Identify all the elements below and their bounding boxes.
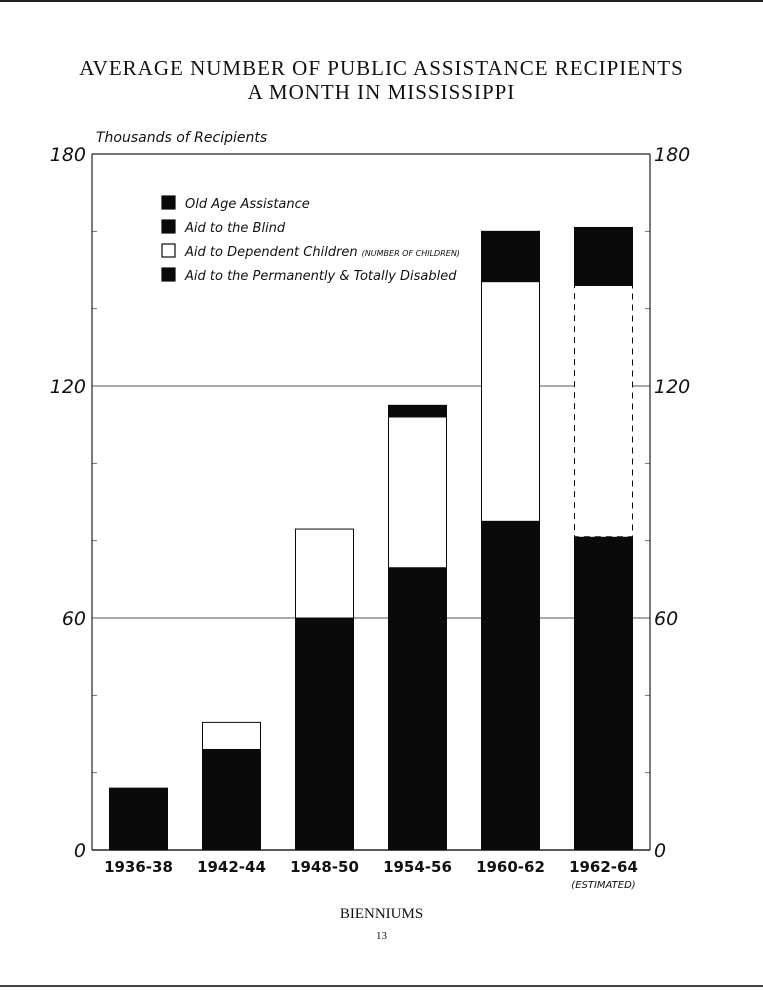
bar-segment [110,788,168,850]
bar-segment [575,537,633,850]
y-tick-label-right: 120 [654,376,691,398]
chart-title-line-2: A MONTH IN MISSISSIPPI [247,80,516,104]
legend-swatch [162,220,175,233]
gridlines [92,231,650,772]
bar-segment [482,231,540,281]
bar-segment [389,417,447,568]
x-tick-label: 1962-64 [569,858,638,876]
x-tick-label: 1948-50 [290,858,359,876]
bar-segment [482,282,540,522]
x-tick-label: 1954-56 [383,858,452,876]
bar-segment [296,529,354,618]
legend-label: Aid to the Blind [185,221,286,236]
y-tick-label-left: 0 [73,840,86,862]
x-axis-label: BIENNIUMS [339,906,424,922]
bar-segment [203,722,261,749]
bar-segment [203,749,261,850]
legend-note: (NUMBER OF CHILDREN) [361,249,460,258]
y-tick-label-left: 180 [49,144,86,166]
y-axis-unit-label: Thousands of Recipients [96,130,268,146]
legend-swatch [162,244,175,257]
legend-label: Aid to the Permanently & Totally Disabled [185,269,457,284]
bar-segment [389,568,447,850]
bar-segment [575,285,633,536]
page-number: 13 [376,930,387,942]
bar-segment [296,618,354,850]
x-tick-label: 1960-62 [476,858,545,876]
legend-label: Old Age Assistance [185,197,310,212]
legend-swatch [162,268,175,281]
bar-segment [575,227,633,285]
bar-segment [389,405,447,417]
x-tick-labels [104,858,638,891]
legend [162,196,460,284]
y-tick-label-right: 0 [654,840,667,862]
y-tick-label-right: 60 [654,608,679,630]
chart-title-line-1: AVERAGE NUMBER OF PUBLIC ASSISTANCE RECIPIENTS [79,56,684,80]
x-tick-note: (ESTIMATED) [571,880,636,891]
legend-swatch [162,196,175,209]
bars [110,227,633,850]
y-tick-label-left: 120 [49,376,86,398]
x-tick-label: 1942-44 [197,858,266,876]
x-tick-label: 1936-38 [104,858,173,876]
legend-label: Aid to Dependent Children (NUMBER OF CHILDREN) [185,245,460,260]
y-tick-label-left: 60 [61,608,86,630]
plot-frame [92,154,650,850]
bottom-rule [0,985,763,987]
y-tick-label-right: 180 [654,144,691,166]
bar-segment [482,521,540,850]
